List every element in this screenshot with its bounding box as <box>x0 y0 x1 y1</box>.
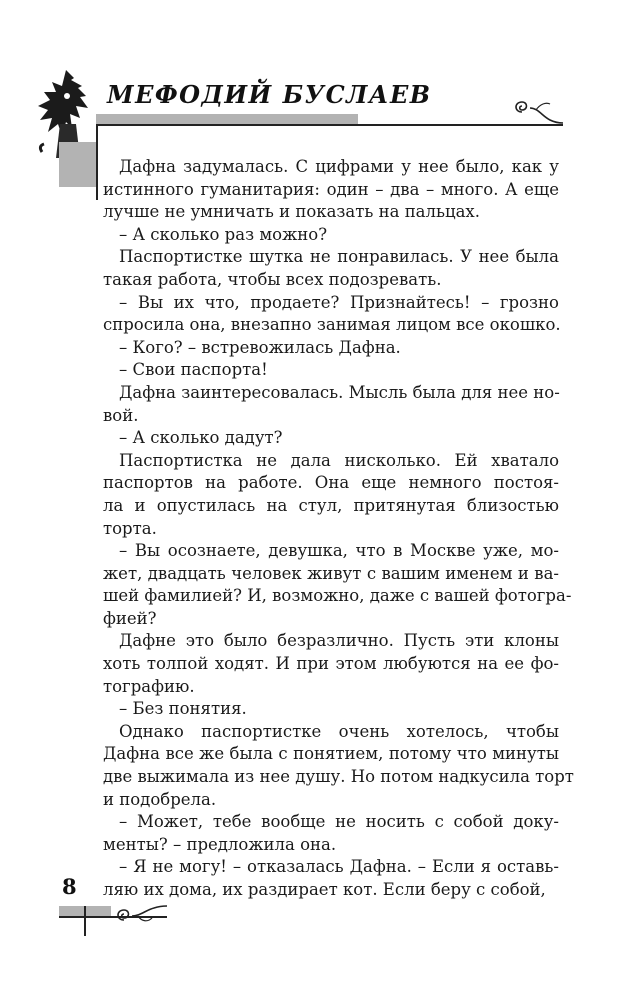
text-line: Дафна заинтересовалась. Мысль была для нее но- <box>119 382 560 402</box>
text-line: – А сколько дадут? <box>119 428 283 448</box>
text-line: две выжимала из нее душу. Но потом надкусила торт <box>103 767 574 787</box>
text-line: фией? <box>103 608 157 628</box>
text-line: хоть толпой ходят. И при этом любуются на ее фо- <box>103 654 559 674</box>
text-line: – Может, тебе вообще не носить с собой доку- <box>119 812 559 832</box>
paragraph <box>103 630 559 698</box>
text-line: – Вы их что, продаете? Признайтесь! – грозно <box>119 292 559 312</box>
text-line: Дафна задумалась. С цифрами у нее было, как у <box>119 157 559 176</box>
paragraph <box>103 359 559 382</box>
paragraph <box>103 811 559 856</box>
paragraph <box>103 156 559 224</box>
header-rule-line <box>96 124 563 126</box>
text-line: торта. <box>103 518 157 538</box>
text-line: – Без понятия. <box>119 699 247 719</box>
text-line: – А сколько раз можно? <box>119 224 328 244</box>
paragraph <box>103 382 559 427</box>
text-line: жет, двадцать человек живут с вашим именем и ва- <box>103 563 559 583</box>
header-vertical-line <box>96 126 98 200</box>
footer-vertical-line <box>84 906 86 936</box>
header-gray-block <box>59 142 96 187</box>
text-line: ляю их дома, их раздирает кот. Если беру с собой, <box>103 880 546 899</box>
text-line: истинного гуманитария: один – два – много. А еще <box>103 179 559 199</box>
swirl-ornament-icon <box>112 904 168 928</box>
text-line: – Кого? – встревожилась Дафна. <box>119 337 401 357</box>
paragraph <box>103 246 559 291</box>
page-number: 8 <box>62 874 77 899</box>
text-line: Дафна все же была с понятием, потому что минуты <box>103 744 559 764</box>
text-line: – Вы осознаете, девушка, что в Москве уже, мо- <box>119 541 559 561</box>
text-line: тографию. <box>103 676 195 696</box>
text-line: Паспортистке шутка не понравилась. У нее была <box>119 247 559 267</box>
text-line: спросила она, внезапно занимая лицом все окошко. <box>103 315 561 335</box>
paragraph <box>103 721 574 811</box>
main-text <box>103 156 574 902</box>
paragraph <box>103 224 559 247</box>
text-line: лучше не умничать и показать на пальцах. <box>103 202 480 222</box>
text-line: Дафне это было безразлично. Пусть эти клоны <box>119 631 559 651</box>
paragraph <box>103 337 559 360</box>
header-gray-rule <box>96 114 358 124</box>
text-line: шей фамилией? И, возможно, даже с вашей фотогра- <box>103 586 572 606</box>
text-line: и подобрела. <box>103 789 217 809</box>
paragraph <box>103 856 559 901</box>
running-header-title: МЕФОДИЙ БУСЛАЕВ <box>107 80 432 109</box>
text-line: менты? – предложила она. <box>103 834 337 854</box>
text-line: Паспортистка не дала нисколько. Ей хватало <box>119 450 559 470</box>
text-line: Однако паспортистке очень хотелось, чтобы <box>119 721 559 741</box>
text-line: ла и опустилась на стул, притянутая близостью <box>103 495 559 515</box>
text-line: – Я не могу! – отказалась Дафна. – Если я оставь- <box>119 857 559 877</box>
paragraph <box>103 698 559 721</box>
text-line: паспортов на работе. Она еще немного постоя- <box>103 473 559 493</box>
text-line: – Свои паспорта! <box>119 360 268 380</box>
paragraph <box>103 450 559 540</box>
paragraph <box>103 292 559 337</box>
text-line: такая работа, чтобы всех подозревать. <box>103 269 442 289</box>
swirl-ornament-icon <box>510 94 564 124</box>
text-line: вой. <box>103 405 139 425</box>
paragraph <box>103 427 559 450</box>
paragraph <box>103 540 572 630</box>
